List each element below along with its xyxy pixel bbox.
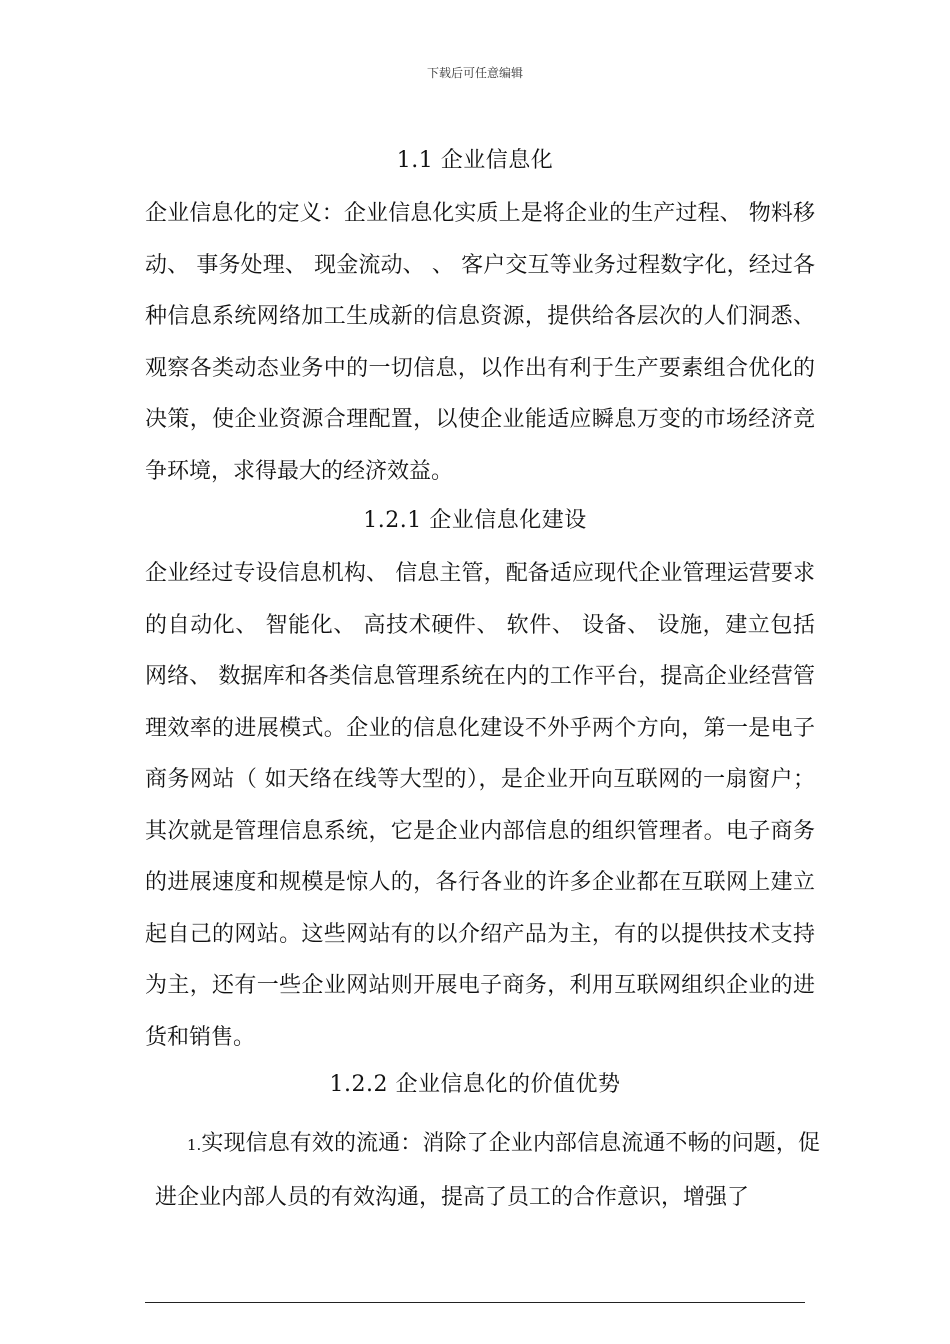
paragraph-construction: 企业经过专设信息机构、 信息主管，配备适应现代企业管理运营要求的自动化、 智能化、 高技术硬件、 软件、 设备、 设施，建立包括网络、 数据库和各类信息管理系统在内的工作平台，提高企业经营管理效率的进展模式。企业的信息化建设不外乎两个方向，第一是电子商务网站（ 如天络在线等大型的），是企业开向互联网的一扇窗户；其次就是管理信息系统，它是企业内部信息的组织管理者。电子商务的进展速度和规模是惊人的，各行各业的许多企业都在互联网上建立起自己的网站。这些网站有的以介绍产品为主，有的以提供技术支持为主，还有一些企业网站则开展电子商务，利用互联网组织企业的进货和销售。 [145, 561, 815, 1050]
section-heading-1-2-2: 1.2.2 企业信息化的价值优势 [329, 1072, 621, 1097]
section-heading-1-2-1: 1.2.1 企业信息化建设 [363, 508, 587, 533]
paragraph-definition: 企业信息化的定义：企业信息化实质上是将企业的生产过程、 物料移动、 事务处理、 现金流动、 、 客户交互等业务过程数字化，经过各种信息系统网络加工生成新的信息资源，提供给各层次的人们洞悉、 观察各类动态业务中的一切信息，以作出有利于生产要素组合优化的决策，使企业资源合理配置，以使企业能适应瞬息万变的市场经济竞争环境，求得最大的经济效益。 [145, 201, 815, 484]
footer-divider [145, 1302, 805, 1303]
list-item-text: 实现信息有效的流通：消除了企业内部信息流通不畅的问题，促进企业内部人员的有效沟通，提高了员工的合作意识，增强了 [155, 1131, 820, 1210]
list-item-number: 1. [187, 1136, 202, 1154]
list-item-value-1 [155, 1118, 820, 1223]
section-heading-1-1: 1.1 企业信息化 [396, 148, 554, 173]
page-header-note: 下载后可任意编辑 [426, 66, 523, 80]
